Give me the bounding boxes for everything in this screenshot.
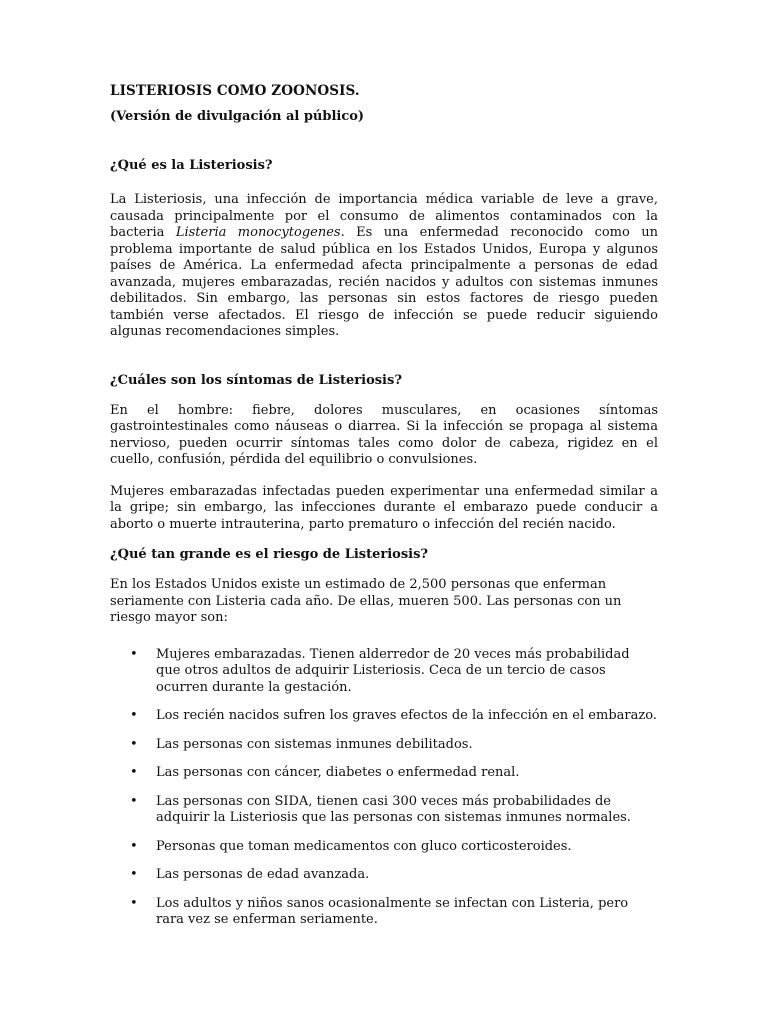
- paragraph-symptoms-pregnant: Mujeres embarazadas infectadas pueden experimentar una enfermedad similar a la gripe; sin embargo, las infecciones durante el embarazo puede conducir a aborto o muerte intrauterina, parto prematuro o infección del recién nacido.: [110, 483, 658, 532]
- paragraph-what-is: La Listeriosis, una infección de importancia médica variable de leve a grave, causada principalmente por el consumo de alimentos contaminados con la bacteria Listeria monocytogenes. Es una enfermedad reconocido como un problema importante de salud pública en los Estados Unidos, Europa y algunos países de América. La enfermedad afecta principalmente a personas de edad avanzada, mujeres embarazadas, recién nacidos y adultos con sistemas inmunes debilitados. Sin embargo, las personas sin estos factores de riesgo pueden también verse afectados. El riesgo de infección se puede reducir siguiendo algunas recomendaciones simples.: [110, 192, 659, 339]
- section-heading-risk: ¿Qué tan grande es el riesgo de Listeriosis?: [110, 547, 429, 562]
- list-item: • Las personas con sistemas inmunes debilitados.: [130, 736, 473, 752]
- document-page: [110, 80, 658, 929]
- document-title: LISTERIOSIS COMO ZOONOSIS.: [110, 83, 360, 99]
- bullet-glyph: •: [130, 736, 138, 752]
- bullet-glyph: •: [130, 765, 138, 780]
- list-item: • Mujeres embarazadas. Tienen alderredor de 20 veces más probabilidad que otros adultos de adquirir Listeriosis. Ceca de un tercio de casos ocurren durante la gestación.: [130, 646, 630, 695]
- risk-group-list: [110, 647, 658, 929]
- list-item: • Las personas con SIDA, tienen casi 300 veces más probabilidades de adquirir la Listeriosis que las personas con sistemas inmunes normales.: [130, 793, 631, 825]
- paragraph-risk-intro: En los Estados Unidos existe un estimado de 2,500 personas que enferman seriamente con Listeria cada año. De ellas, mueren 500. Las personas con un riesgo mayor son:: [110, 577, 622, 625]
- species-name: Listeria monocytogenes: [175, 225, 341, 240]
- list-item: • Los recién nacidos sufren los graves efectos de la infección en el embarazo.: [130, 708, 657, 723]
- bullet-glyph: •: [130, 867, 138, 882]
- list-item: • Las personas con cáncer, diabetes o enfermedad renal.: [130, 765, 520, 780]
- list-item: • Los adultos y niños sanos ocasionalmente se infectan con Listeria, pero rara vez se enferman seriamente.: [130, 895, 629, 927]
- paragraph-symptoms-men: En el hombre: fiebre, dolores musculares, en ocasiones síntomas gastrointestinales como náuseas o diarrea. Si la infección se propaga al sistema nervioso, pueden ocurrir síntomas tales como dolor de cabeza, rigidez en el cuello, confusión, pérdida del equilibrio o convulsiones.: [110, 402, 658, 467]
- bullet-glyph: •: [130, 646, 138, 662]
- bullet-glyph: •: [130, 793, 138, 809]
- bullet-glyph: •: [130, 838, 138, 854]
- list-item: • Las personas de edad avanzada.: [130, 867, 370, 882]
- section-heading-what-is: ¿Qué es la Listeriosis?: [110, 158, 273, 173]
- bullet-glyph: •: [130, 895, 138, 911]
- list-item: • Personas que toman medicamentos con gluco corticosteroides.: [130, 838, 572, 854]
- section-heading-symptoms: ¿Cuáles son los síntomas de Listeriosis?: [110, 372, 402, 388]
- document-subtitle: (Versión de divulgación al público): [110, 109, 365, 124]
- bullet-glyph: •: [130, 708, 138, 723]
